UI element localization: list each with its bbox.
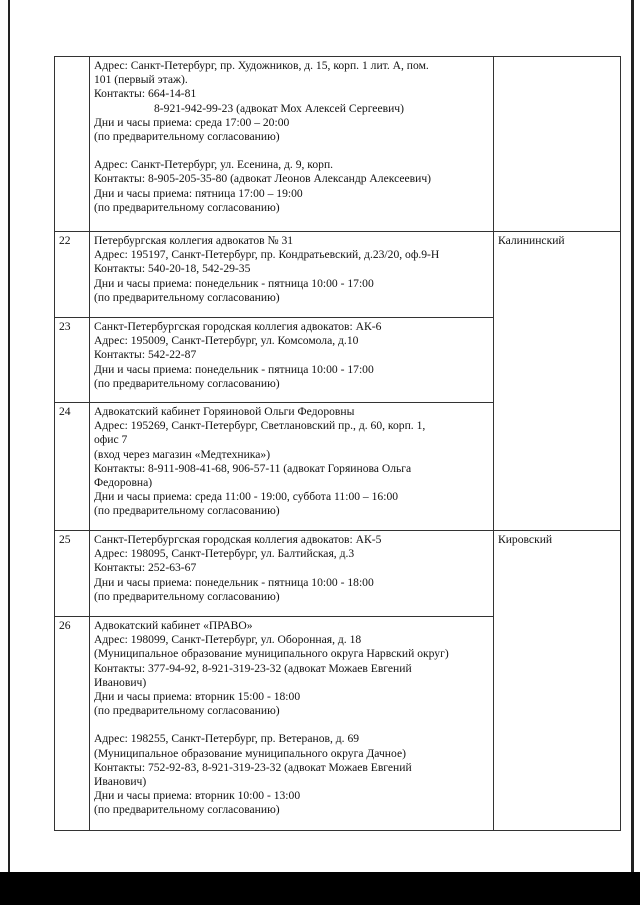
info-line: (по предварительному согласованию) xyxy=(94,504,280,518)
info-line: Санкт-Петербургская городская коллегия адвокатов: АК-5 xyxy=(94,533,382,546)
info-line: (Муниципальное образование муниципального округа Дачное) xyxy=(94,746,406,760)
info-line: Петербургская коллегия адвокатов № 31 xyxy=(94,234,294,247)
info-line: Дни и часы приема: среда 17:00 – 20:00 xyxy=(94,115,290,129)
row-number xyxy=(55,57,90,232)
info-line: Иванович) xyxy=(94,675,147,689)
info-line: Дни и часы приема: понедельник - пятница 10:00 - 17:00 xyxy=(94,276,374,290)
table-row xyxy=(55,57,621,232)
row-info xyxy=(90,57,494,232)
info-line: Дни и часы приема: понедельник - пятница 10:00 - 17:00 xyxy=(94,362,374,376)
scan-bottom-bar xyxy=(0,872,640,905)
info-line: Дни и часы приема: понедельник - пятница 10:00 - 18:00 xyxy=(94,575,374,589)
info-line: (по предварительному согласованию) xyxy=(94,589,280,603)
info-line: офис 7 xyxy=(94,433,128,447)
row-number: 24 xyxy=(55,403,90,531)
info-line: (вход через магазин «Медтехника») xyxy=(94,447,271,461)
info-line: Контакты: 377-94-92, 8-921-319-23-32 (адвокат Можаев Евгений xyxy=(94,661,412,675)
info-line: (по предварительному согласованию) xyxy=(94,200,280,214)
info-line: (Муниципальное образование муниципального округа Нарвский округ) xyxy=(94,647,449,661)
info-line: Дни и часы приема: вторник 10:00 - 13:00 xyxy=(94,789,301,803)
info-line: (по предварительному согласованию) xyxy=(94,130,280,144)
info-line: Федоровна) xyxy=(94,476,153,490)
info-line: Дни и часы приема: вторник 15:00 - 18:00 xyxy=(94,690,301,704)
table-row xyxy=(55,531,621,617)
row-info xyxy=(90,232,494,318)
info-line: Контакты: 540-20-18, 542-29-35 xyxy=(94,262,251,276)
info-line: Адрес: 198099, Санкт-Петербург, ул. Оборонная, д. 18 xyxy=(94,633,362,647)
row-number: 26 xyxy=(55,617,90,831)
info-line: Контакты: 664-14-81 xyxy=(94,87,197,101)
info-line: (по предварительному согласованию) xyxy=(94,376,280,390)
info-line-spacer xyxy=(94,144,489,158)
info-line: (по предварительному согласованию) xyxy=(94,803,280,817)
row-info xyxy=(90,318,494,403)
scan-left-border xyxy=(8,0,10,880)
info-line-spacer xyxy=(94,718,489,732)
info-line: Санкт-Петербургская городская коллегия адвокатов: АК-6 xyxy=(94,320,382,333)
info-line: Иванович) xyxy=(94,775,147,789)
info-line: 101 (первый этаж). xyxy=(94,73,188,87)
lawyers-table xyxy=(54,56,621,831)
row-info xyxy=(90,531,494,617)
row-info xyxy=(90,403,494,531)
info-line: Контакты: 252-63-67 xyxy=(94,561,197,575)
info-line: (по предварительному согласованию) xyxy=(94,290,280,304)
info-line: Адрес: Санкт-Петербург, пр. Художников, д. 15, корп. 1 лит. А, пом. xyxy=(94,59,429,72)
info-line: Контакты: 8-911-908-41-68, 906-57-11 (адвокат Горяинова Ольга xyxy=(94,461,412,475)
info-line: Адрес: 198255, Санкт-Петербург, пр. Ветеранов, д. 69 xyxy=(94,732,360,746)
row-number: 22 xyxy=(55,232,90,318)
row-district: Кировский xyxy=(494,531,621,831)
info-line: Адрес: 198095, Санкт-Петербург, ул. Балтийская, д.3 xyxy=(94,547,355,561)
row-number: 25 xyxy=(55,531,90,617)
info-line: Дни и часы приема: пятница 17:00 – 19:00 xyxy=(94,186,303,200)
info-line: Адрес: 195269, Санкт-Петербург, Светлановский пр., д. 60, корп. 1, xyxy=(94,419,426,433)
info-line: Дни и часы приема: среда 11:00 - 19:00, суббота 11:00 – 16:00 xyxy=(94,490,399,504)
table-row xyxy=(55,232,621,318)
info-line: Контакты: 542-22-87 xyxy=(94,348,197,362)
info-line: Контакты: 8-905-205-35-80 (адвокат Леонов Александр Алексеевич) xyxy=(94,172,432,186)
info-line: (по предварительному согласованию) xyxy=(94,704,280,718)
row-district: Калининский xyxy=(494,232,621,531)
row-district xyxy=(494,57,621,232)
info-line: Контакты: 752-92-83, 8-921-319-23-32 (адвокат Можаев Евгений xyxy=(94,760,412,774)
info-line: Адвокатский кабинет «ПРАВО» xyxy=(94,619,253,632)
info-line: 8-921-942-99-23 (адвокат Мох Алексей Сергеевич) xyxy=(154,101,404,115)
row-number: 23 xyxy=(55,318,90,403)
scan-right-border xyxy=(631,0,634,880)
row-info xyxy=(90,617,494,831)
info-line: Адрес: Санкт-Петербург, ул. Есенина, д. 9, корп. xyxy=(94,158,334,172)
info-line: Адрес: 195197, Санкт-Петербург, пр. Кондратьевский, д.23/20, оф.9-Н xyxy=(94,248,440,262)
info-line: Адрес: 195009, Санкт-Петербург, ул. Комсомола, д.10 xyxy=(94,334,359,348)
info-line: Адвокатский кабинет Горяиновой Ольги Федоровны xyxy=(94,405,355,418)
